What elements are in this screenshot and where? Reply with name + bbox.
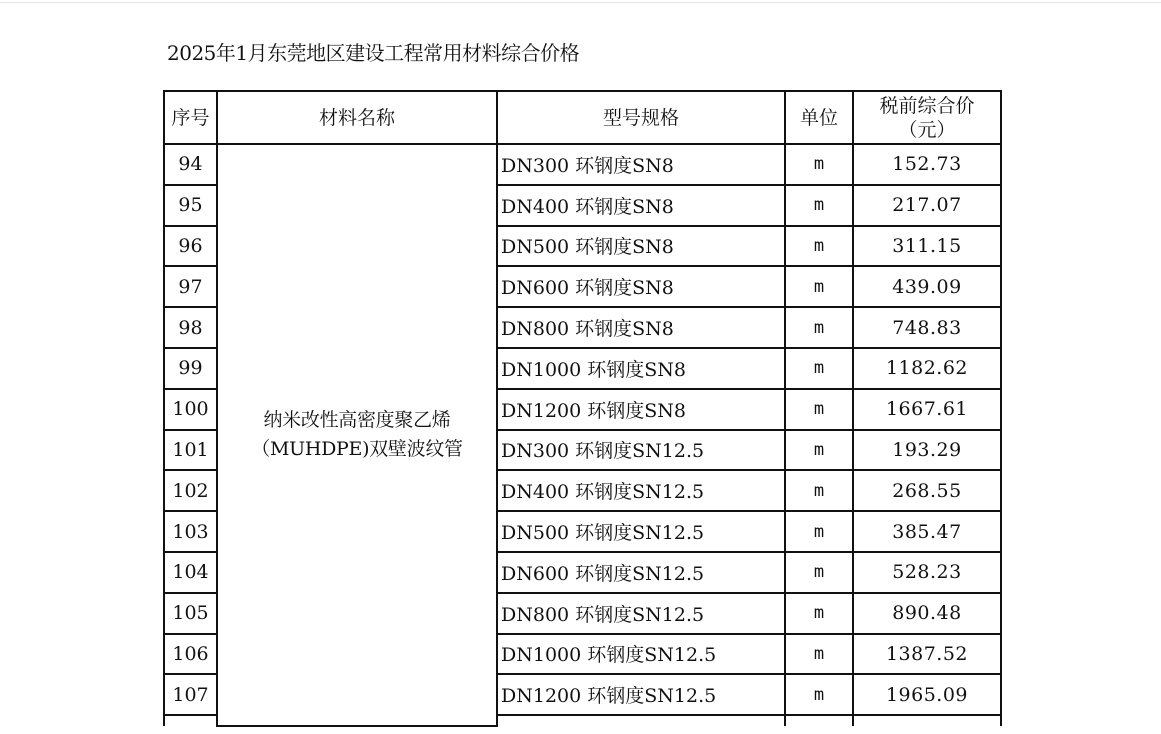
page-top-divider [0, 2, 1161, 3]
row-price: 1965.09 [853, 674, 1001, 715]
row-price: 748.83 [853, 307, 1001, 348]
row-spec: DN300 环钢度SN12.5 [497, 430, 785, 471]
row-spec: DN800 环钢度SN12.5 [497, 593, 785, 634]
empty-cell [853, 715, 1001, 726]
row-unit: m [785, 511, 853, 552]
row-unit: m [785, 470, 853, 511]
row-unit: m [785, 144, 853, 185]
row-seq: 98 [164, 307, 217, 348]
row-unit: m [785, 430, 853, 471]
row-unit: m [785, 226, 853, 267]
row-unit: m [785, 593, 853, 634]
row-unit: m [785, 307, 853, 348]
row-unit: m [785, 266, 853, 307]
header-seq: 序号 [164, 91, 217, 144]
table-header-row [164, 91, 1001, 144]
row-seq: 100 [164, 389, 217, 430]
material-name-line1: 纳米改性高密度聚乙烯 [263, 409, 451, 432]
row-price: 268.55 [853, 470, 1001, 511]
row-seq: 101 [164, 430, 217, 471]
row-spec: DN1000 环钢度SN12.5 [497, 634, 785, 675]
header-unit: 单位 [785, 91, 853, 144]
row-spec: DN1200 环钢度SN12.5 [497, 674, 785, 715]
row-unit: m [785, 389, 853, 430]
row-seq: 103 [164, 511, 217, 552]
table-body [164, 144, 1001, 726]
row-price: 193.29 [853, 430, 1001, 471]
row-price: 1667.61 [853, 389, 1001, 430]
row-seq: 96 [164, 226, 217, 267]
row-seq: 104 [164, 552, 217, 593]
header-price-line2: （元） [898, 118, 956, 141]
row-unit: m [785, 185, 853, 226]
header-price [853, 91, 1001, 144]
row-spec: DN600 环钢度SN12.5 [497, 552, 785, 593]
page-title: 2025年1月东莞地区建设工程常用材料综合价格 [167, 41, 580, 65]
row-seq: 102 [164, 470, 217, 511]
row-spec: DN300 环钢度SN8 [497, 144, 785, 185]
row-price: 1387.52 [853, 634, 1001, 675]
table-row [164, 144, 1001, 185]
row-price: 439.09 [853, 266, 1001, 307]
row-spec: DN800 环钢度SN8 [497, 307, 785, 348]
row-seq: 105 [164, 593, 217, 634]
row-spec: DN500 环钢度SN8 [497, 226, 785, 267]
row-price: 152.73 [853, 144, 1001, 185]
row-seq: 99 [164, 348, 217, 389]
row-spec: DN400 环钢度SN8 [497, 185, 785, 226]
row-spec: DN600 环钢度SN8 [497, 266, 785, 307]
row-price: 385.47 [853, 511, 1001, 552]
row-seq: 106 [164, 634, 217, 675]
empty-cell [785, 715, 853, 726]
row-seq: 107 [164, 674, 217, 715]
row-unit: m [785, 552, 853, 593]
row-price: 528.23 [853, 552, 1001, 593]
row-unit: m [785, 634, 853, 675]
row-spec: DN1000 环钢度SN8 [497, 348, 785, 389]
row-seq: 94 [164, 144, 217, 185]
row-price: 217.07 [853, 185, 1001, 226]
row-spec: DN400 环钢度SN12.5 [497, 470, 785, 511]
row-unit: m [785, 674, 853, 715]
row-seq: 95 [164, 185, 217, 226]
row-spec: DN1200 环钢度SN8 [497, 389, 785, 430]
header-spec: 型号规格 [497, 91, 785, 144]
material-name-line2: （MUHDPE)双壁波纹管 [251, 438, 463, 461]
row-price: 1182.62 [853, 348, 1001, 389]
empty-cell [497, 715, 785, 726]
row-spec: DN500 环钢度SN12.5 [497, 511, 785, 552]
price-table [163, 90, 1002, 727]
row-price: 311.15 [853, 226, 1001, 267]
row-seq: 97 [164, 266, 217, 307]
header-material-name: 材料名称 [217, 91, 497, 144]
header-price-line1: 税前综合价 [879, 94, 975, 117]
row-price: 890.48 [853, 593, 1001, 634]
empty-cell [164, 715, 217, 726]
row-unit: m [785, 348, 853, 389]
material-name-cell [217, 144, 497, 726]
